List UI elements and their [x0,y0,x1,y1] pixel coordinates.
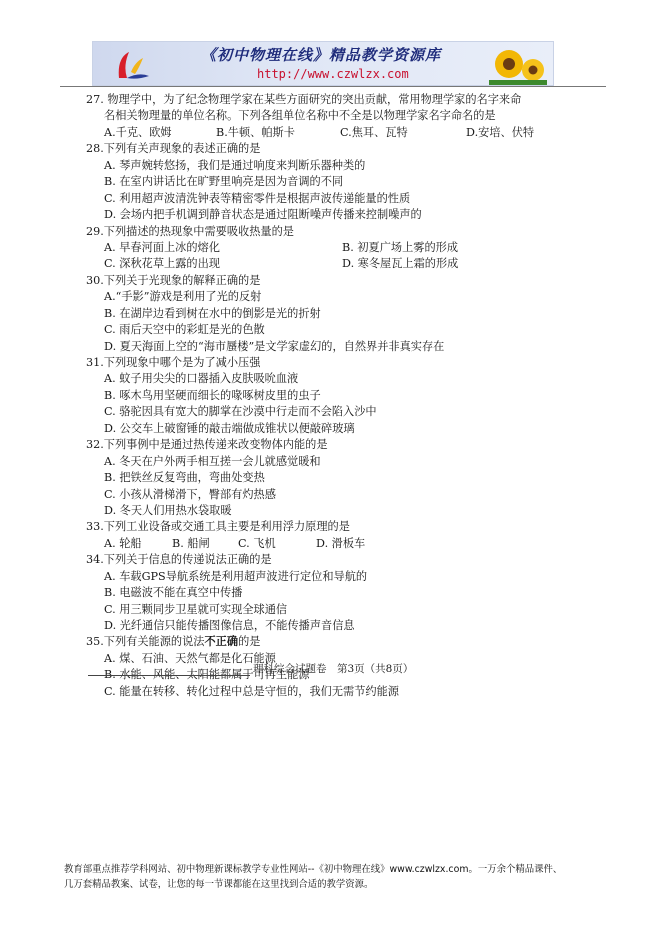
ad-line-1: 教育部重点推荐学科网站、初中物理新课标教学专业性网站--《初中物理在线》www.czwlzx.com。一万余个精品课件、 [64,864,563,875]
stem-text: 35.下列有关能源的说法 [86,635,205,649]
footer-rule [88,675,250,676]
option-line [86,191,606,207]
option-line [86,602,606,618]
option: C. 深秋花草上露的出现 [104,257,220,271]
option-line [86,585,606,601]
option: C. 用三颗同步卫星就可实现全球通信 [104,602,288,616]
question-stem: 32.下列事例中是通过热传递来改变物体内能的是 [86,438,328,452]
option: A. 冬天在户外两手相互搓一会儿就感觉暖和 [104,454,321,468]
option-line [86,306,606,322]
bottom-advertisement [64,862,604,892]
question-stem: 名相关物理量的单位名称。下列各组单位名称中不全是以物理学家名字命名的是 [104,109,496,123]
option: A. 车载GPS导航系统是利用超声波进行定位和导航的 [104,569,368,583]
option-line [86,339,606,355]
option: C. 骆驼因具有宽大的脚掌在沙漠中行走而不会陷入沙中 [104,405,377,419]
option-line [86,174,606,190]
option: A.“手影”游戏是利用了光的反射 [104,290,262,304]
question-29 [86,224,606,273]
option: D. 夏天海面上空的“海市蜃楼”是文学家虚幻的，自然界并非真实存在 [104,339,445,353]
option: B. 在湖岸边看到树在水中的倒影是光的折射 [104,306,321,320]
option-line [86,207,606,223]
question-stem [86,634,606,650]
option: B. 在室内讲话比在旷野里响亮是因为音调的不同 [104,175,344,189]
question-stem: 27. 物理学中，为了纪念物理学家在某些方面研究的突出贡献，常用物理学家的名字来命 [86,93,522,106]
option: A.千克、欧姆 [104,125,172,139]
question-stem: 30.下列关于光现象的解释正确的是 [86,273,261,287]
option: B. 初夏广场上雾的形成 [342,240,459,254]
option-line [86,421,606,437]
question-stem: 33.下列工业设备或交通工具主要是利用浮力原理的是 [86,520,350,534]
question-30 [86,273,606,355]
emphasis-text: 不正确 [204,635,239,649]
question-27 [86,92,606,141]
option-line [86,470,606,486]
option: D. 公交车上破窗锤的敲击端做成锥状以便敲碎玻璃 [104,421,355,435]
options-row [86,256,606,272]
option: D. 滑板车 [316,536,366,550]
question-stem: 31.下列现象中哪个是为了减小压强 [86,356,261,369]
option: B. 啄木鸟用坚硬而细长的喙啄树皮里的虫子 [104,388,321,402]
option: B. 水能、风能、太阳能都属于可再生能源 [104,668,310,682]
option: D.安培、伏特 [466,125,535,139]
option: C. 利用超声波清洗钟表等精密零件是根据声波传递能量的性质 [104,191,411,205]
option: B. 电磁波不能在真空中传播 [104,586,243,600]
option-line [86,454,606,470]
option-line [86,404,606,420]
option: B. 船闸 [172,536,210,550]
option: D. 寒冬屋瓦上霜的形成 [342,257,459,271]
header-banner [92,41,554,86]
option: A. 蚊子用尖尖的口器插入皮肤吸吮血液 [104,372,299,386]
question-stem: 29.下列描述的热现象中需要吸收热量的是 [86,224,294,238]
option-line [86,388,606,404]
option: A. 轮船 [104,536,142,550]
question-stem: 34.下列关于信息的传递说法正确的是 [86,553,272,567]
option: C. 雨后天空中的彩虹是光的色散 [104,323,265,337]
question-list [86,92,606,700]
option-line [86,618,606,634]
question-33 [86,519,606,552]
option: A. 早春河面上冰的熔化 [104,240,220,254]
option: D. 会场内把手机调到静音状态是通过阻断噪声传播来控制噪声的 [104,208,422,222]
option: A. 煤、石油、天然气都是化石能源 [104,651,276,665]
options-row [86,125,606,141]
option: C. 能量在转移、转化过程中总是守恒的，我们无需节约能源 [104,684,399,698]
option-line [86,569,606,585]
option-line [86,158,606,174]
question-31 [86,355,606,437]
question-32 [86,437,606,519]
banner-title: 《初中物理在线》精品教学资源库 [201,46,442,64]
banner-url: http://www.czwlzx.com [257,67,409,81]
option-line [86,322,606,338]
site-logo [113,48,153,82]
option: A. 琴声婉转悠扬，我们是通过响度来判断乐器种类的 [104,158,366,172]
option: B. 把铁丝反复弯曲，弯曲处变热 [104,471,265,485]
page-footer: 理科综合试题卷 第3页（共8页） [253,663,414,675]
option: C.焦耳、瓦特 [340,125,408,139]
option-line [86,487,606,503]
options-row [86,536,606,552]
option: D. 光纤通信只能传播图像信息，不能传播声音信息 [104,619,355,632]
question-34 [86,552,606,634]
option-line [86,503,606,519]
option: C. 飞机 [238,536,276,550]
option-line [86,371,606,387]
ad-line-2: 几万套精品教案、试卷，让您的每一节课都能在这里找到合适的教学资源。 [64,879,374,890]
question-28 [86,141,606,223]
header-rule [60,86,606,87]
options-row [86,240,606,256]
option-line [86,289,606,305]
option-line [86,684,606,700]
option: C. 小孩从滑梯滑下，臀部有灼热感 [104,487,276,501]
option: D. 冬天人们用热水袋取暖 [104,503,232,517]
sunflower-image [489,44,547,86]
question-stem: 28.下列有关声现象的表述正确的是 [86,142,261,156]
option: B.牛顿、帕斯卡 [216,125,295,139]
stem-text: 的是 [238,635,261,649]
